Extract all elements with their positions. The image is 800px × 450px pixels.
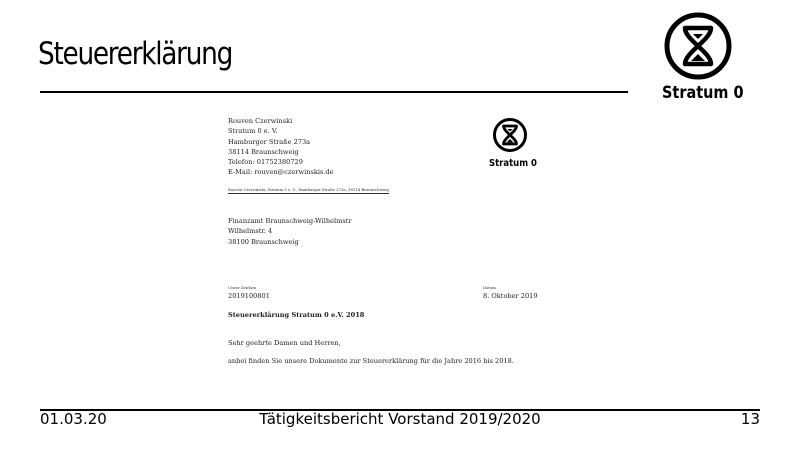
reference-label: Unser Zeichen (228, 285, 257, 290)
letter-logo-text: Stratum 0 (489, 158, 537, 169)
recipient-line: Finanzamt Braunschweig-Wilhelmstr (228, 217, 352, 225)
recipient-block (228, 216, 352, 247)
page-number: 13 (740, 410, 760, 428)
footer-date: 01.03.20 (40, 410, 107, 428)
letter-subject: Steuererklärung Stratum 0 e.V. 2018 (228, 311, 365, 319)
date-value: 8. Oktober 2019 (483, 292, 538, 300)
logo-text: Stratum 0 (662, 83, 744, 103)
stratum0-logo (660, 8, 744, 108)
sender-line: Rouven Czerwinski (228, 117, 293, 125)
sender-block (228, 116, 334, 178)
sender-line: Stratum 0 e. V. (228, 127, 278, 136)
recipient-line: Wilhelmstr. 4 (228, 227, 273, 236)
sender-line: Telefon: 01752380729 (228, 158, 303, 167)
sender-line: 38114 Braunschweig (228, 147, 299, 156)
recipient-line: 38100 Braunschweig (228, 237, 299, 246)
sender-line: E-Mail: rouven@czerwinskis.de (228, 168, 334, 177)
letter-greeting: Sehr geehrte Damen und Herren, (228, 339, 341, 347)
letter-body: anbei finden Sie unsere Dokumente zur Steuererklärung für die Jahre 2016 bis 2018. (228, 357, 514, 365)
reference-value: 2019100801 (228, 292, 270, 300)
hourglass-logo-icon (487, 116, 533, 156)
title-divider (40, 91, 628, 93)
return-address: Rouven Czerwinski, Stratum 0 e. V., Hamburger Straße 273a, 38114 Braunschweig (228, 187, 389, 192)
slide-title: Steuererklärung (38, 36, 233, 72)
date-label: Datum (483, 285, 496, 290)
sender-line: Hamburger Straße 273a (228, 137, 311, 146)
letter-logo (487, 116, 537, 176)
footer-title: Tätigkeitsbericht Vorstand 2019/2020 (259, 410, 541, 428)
